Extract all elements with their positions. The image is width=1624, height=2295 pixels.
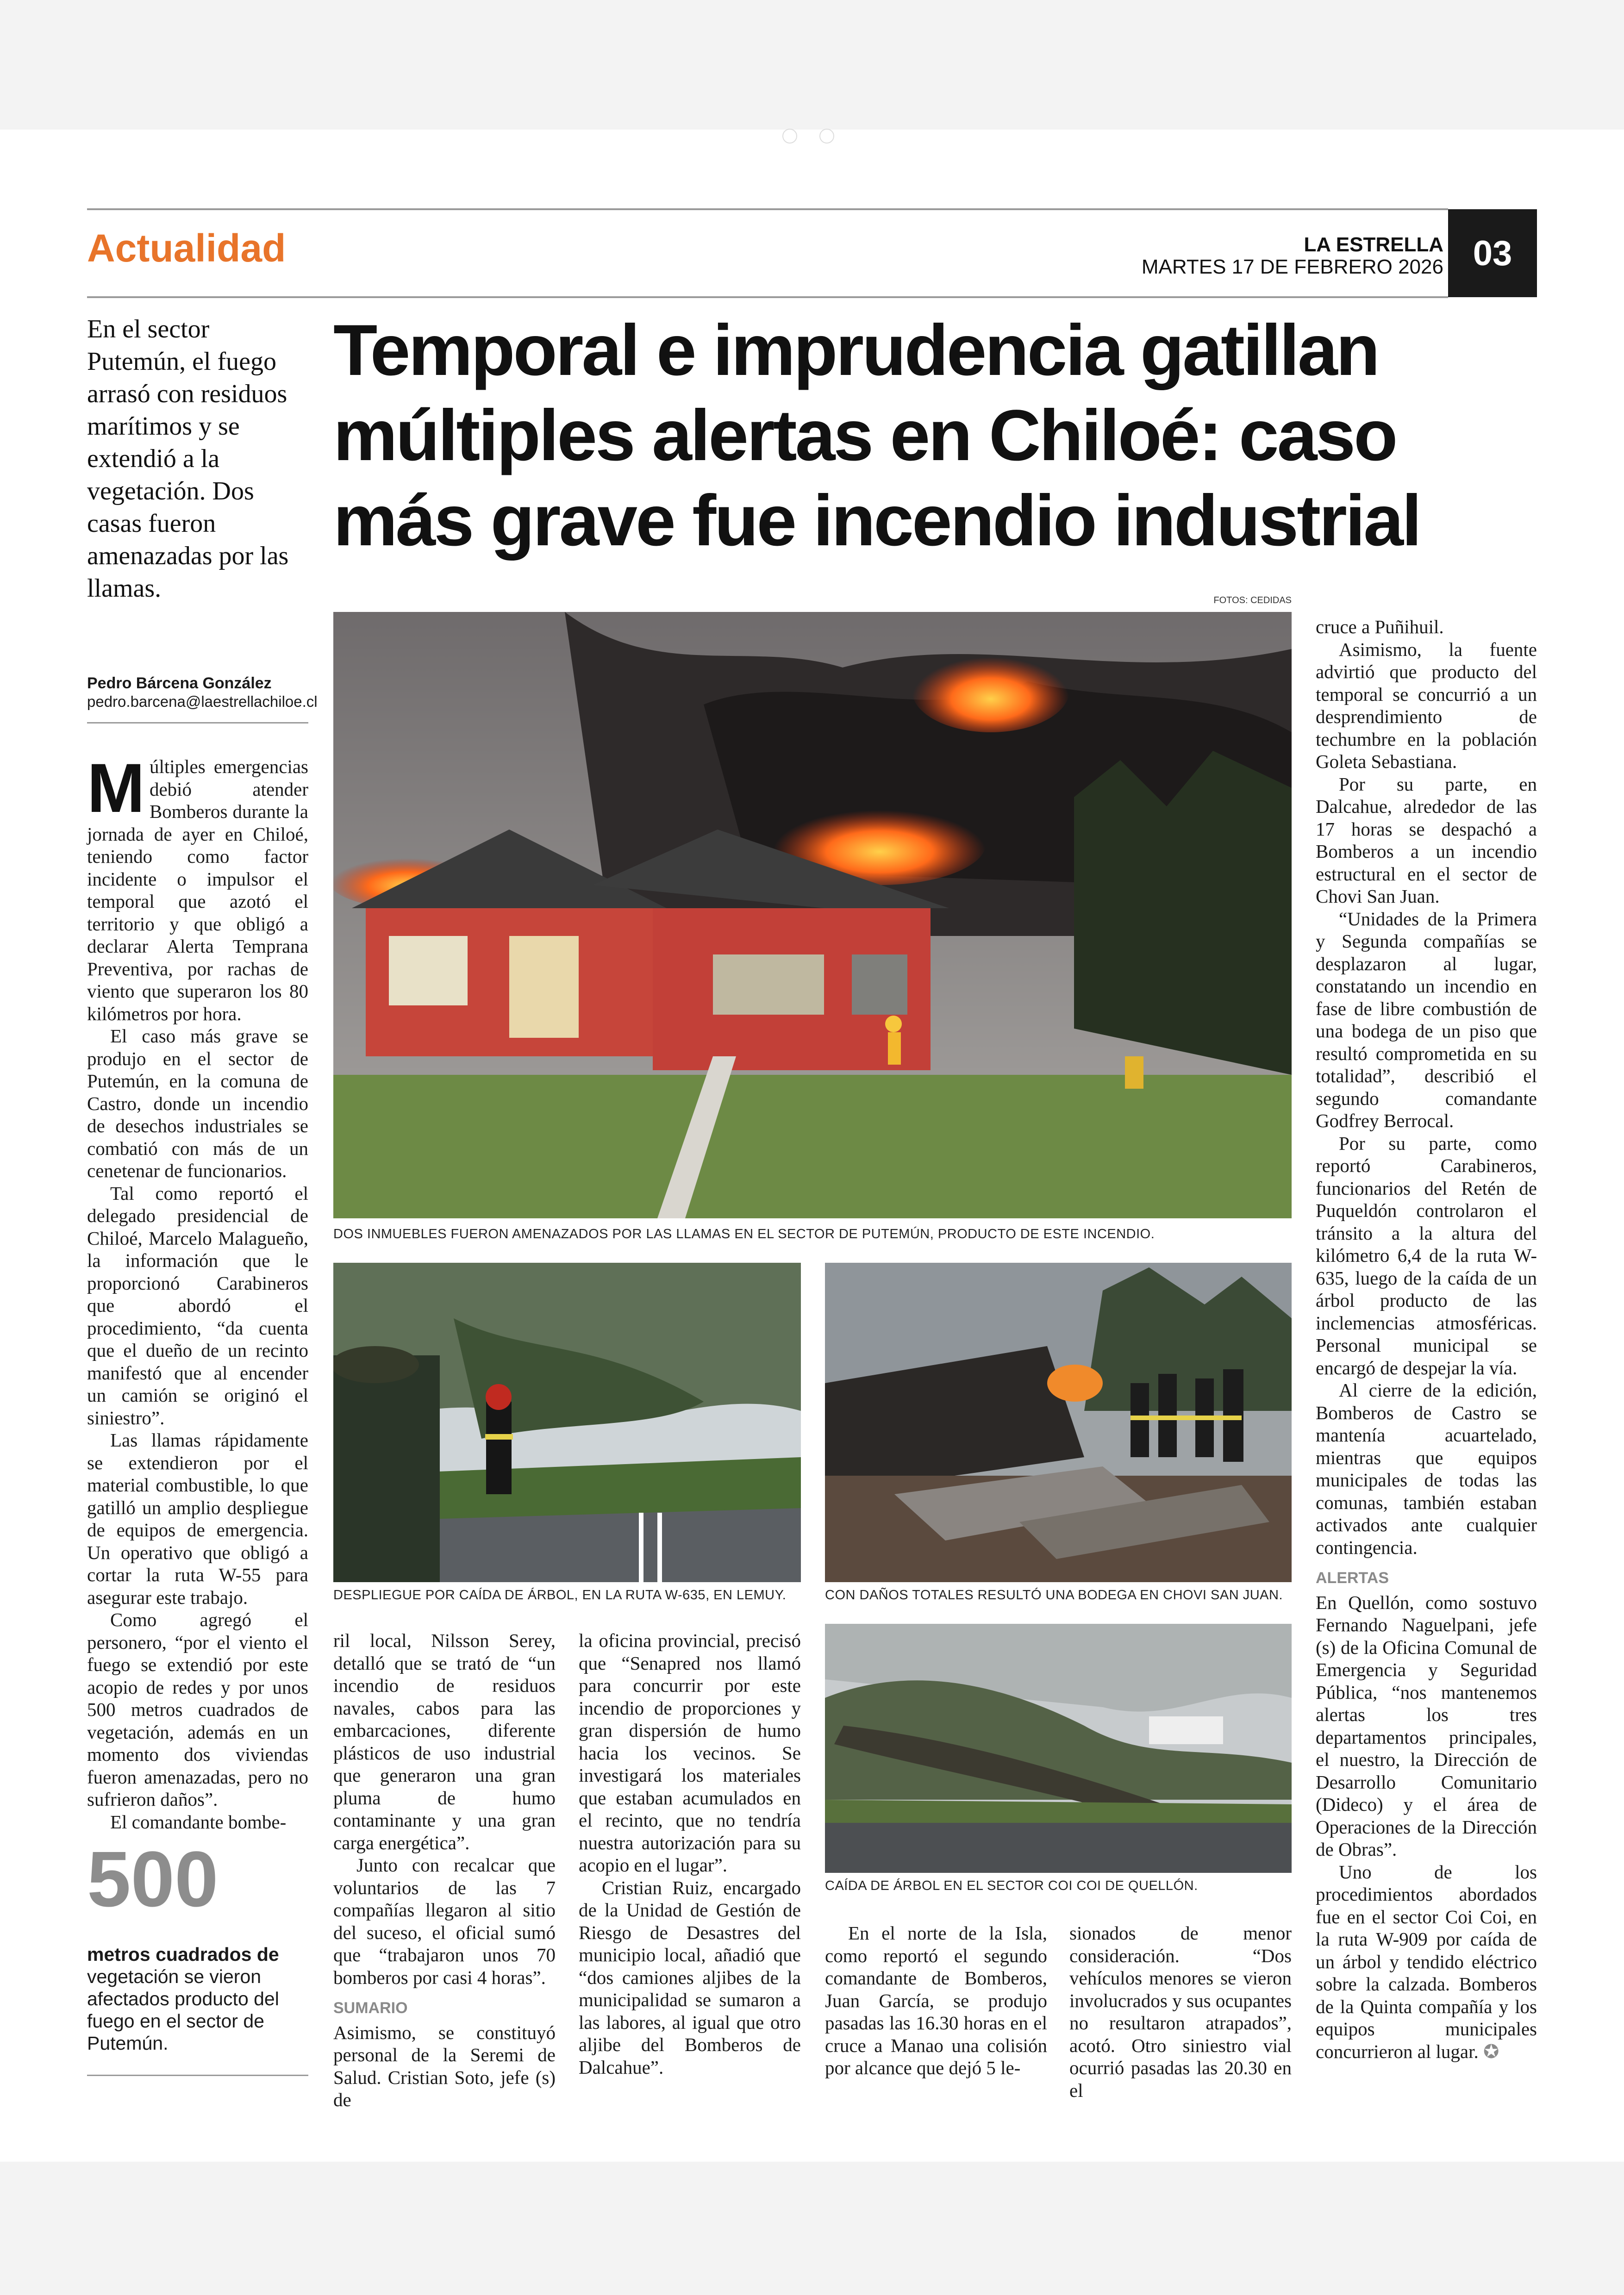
stat-rule: [87, 2075, 308, 2076]
page-number: 03: [1448, 209, 1537, 297]
header-rule-bottom: [87, 296, 1448, 298]
author-email: pedro.barcena@laestrellachiloe.cl: [87, 693, 318, 710]
caption-tree-quellon: CAÍDA DE ÁRBOL EN EL SECTOR COI COI DE QUELLÓN.: [825, 1878, 1198, 1893]
paragraph: cruce a Puñihuil.: [1316, 616, 1444, 637]
paragraph: Por su parte, como reportó Carabineros, funcionarios del Retén de Puqueldón controlaron el tránsito a la altura del kilómetro 6,4 de la ruta W-635, luego de la caída de un árbol producto de las inclemencias atmosféricas. Personal municipal se encargó de despejar la vía.: [1316, 1132, 1537, 1378]
paragraph: En Quellón, como sostuvo Fernando Naguelpani, jefe (s) de la Oficina Comunal de Emergencia y Seguridad Pública, “nos mantenemos alertas los tres departamentos principales, el nuestro, la Dirección de Desarrollo Comunitario (Dideco) y el área de Operaciones de la Dirección de Obras”.: [1316, 1591, 1537, 1860]
section-title: Actualidad: [87, 226, 286, 270]
header-rule-top: [87, 208, 1448, 210]
paragraph: ril local, Nilsson Serey, detalló que se trató de “un incendio de residuos navales, cabos para las embarcaciones, diferente plásticos de uso industrial que generaron una gran pluma de humo contaminante y una gran carga energética”.: [333, 1630, 556, 1853]
paragraph: Asimismo, se constituyó personal de la Seremi de Salud. Cristian Soto, jefe (s) de: [333, 2021, 556, 2110]
byline-rule: [87, 722, 308, 723]
paragraph: Por su parte, en Dalcahue, alrededor de las 17 horas se despachó a Bomberos a un incendio estructural en el sector de Chovi San Juan.: [1316, 773, 1537, 907]
caption-main-photo: DOS INMUEBLES FUERON AMENAZADOS POR LAS LLAMAS EN EL SECTOR DE PUTEMÚN, PRODUCTO DE ESTE INCENDIO.: [333, 1227, 1155, 1241]
author-name: Pedro Bárcena González: [87, 674, 272, 692]
paper-info: [1142, 234, 1443, 278]
paragraph: la oficina provincial, precisó que “Senapred nos llamó para concurrir por este incendio de proporciones y gran dispersión de humo hacia los vecinos. Se investigará los materiales que estaban acumulados en el recinto, que no tendría nuestra autorización para su acopio en el lugar”.: [579, 1630, 801, 1876]
article-deck: En el sector Putemún, el fuego arrasó con residuos marítimos y se extendió a la vegetación. Dos casas fueron amenazadas por las llamas.: [87, 315, 289, 603]
subhead-sumario: SUMARIO: [333, 1999, 408, 2017]
column-6: [1316, 616, 1537, 2063]
stat-label-bold: metros cuadrados de: [87, 1944, 279, 1965]
paragraph: Las llamas rápidamente se extendieron por el material combustible, lo que gatilló un amplio despliegue de equipos de emergencia. Un operativo que obligó a cortar la ruta W-55 para asegurar este trabajo.: [87, 1429, 308, 1608]
column-2: [333, 1629, 556, 2111]
paragraph: Como agregó el personero, “por el viento el fuego se extendió por este acopio de redes y por unos 500 metros cuadrados de vegetación, además en un momento dos viviendas fueron amenazadas, pero no sufrieron daños”.: [87, 1609, 308, 1810]
paragraph: Múltiples emergencias debió atender Bomberos durante la jornada de ayer en Chiloé, teniendo como factor incidente o impulsor el temporal que azotó el territorio y que obligó a declarar Alerta Temprana Preventiva, por rachas de viento que superaron los 80 kilómetros por hora.: [87, 749, 308, 1024]
column-1: [87, 749, 308, 1833]
end-mark-icon: ✪: [1483, 2040, 1499, 2062]
photo-fallen-tree-quellon: [825, 1624, 1292, 1873]
stat-label: [87, 1943, 309, 2054]
stat-number: 500: [87, 1835, 219, 1923]
stat-label-text: vegetación se vieron afectados producto del fuego en el sector de Putemún.: [87, 1966, 279, 2054]
column-5: [1069, 1922, 1292, 2102]
photo-fallen-tree-lemuy: [333, 1263, 801, 1582]
caption-bodega: CON DAÑOS TOTALES RESULTÓ UNA BODEGA EN CHOVI SAN JUAN.: [825, 1588, 1283, 1603]
paragraph: Tal como reportó el delegado presidencial de Chiloé, Marcelo Malagueño, la información que le proporcionó Carabineros que abordó el procedimiento, “da cuenta que el dueño de un recinto manifestó que al encender un camión se originó el siniestro”.: [87, 1182, 308, 1428]
paragraph: “Unidades de la Primera y Segunda compañías se desplazaron al lugar, constatando un incendio en fase de libre combustión de una bodega de un piso que resultó comprometida en su totalidad”, describió el segundo comandante Godfrey Berrocal.: [1316, 908, 1537, 1131]
paragraph: El caso más grave se produjo en el sector de Putemún, en la comuna de Castro, donde un incendio de desechos industriales se combatió con más de un cenetenar de funcionarios.: [87, 1025, 308, 1181]
column-4: [825, 1922, 1047, 2079]
paragraph: Cristian Ruiz, encargado de la Unidad de Gestión de Riesgo de Desastres del municipio local, añadió que “dos camiones aljibes de la municipalidad se sumaron a las labores, al igual que otro aljibe del Bomberos de Dalcahue”.: [579, 1877, 801, 2078]
paper-name: LA ESTRELLA: [1304, 233, 1443, 256]
photo-burned-bodega: [825, 1263, 1292, 1582]
byline: [87, 674, 318, 711]
drop-cap: M: [87, 749, 145, 827]
paragraph: Al cierre de la edición, Bomberos de Castro se mantenía acuartelado, mientras que equipos municipales de todas las comunas, también estaban activados ante cualquier contingencia.: [1316, 1379, 1537, 1558]
subhead-alertas: ALERTAS: [1316, 1569, 1389, 1587]
issue-date: MARTES 17 DE FEBRERO 2026: [1141, 256, 1443, 278]
column-3: [579, 1629, 801, 2078]
paragraph: El comandante bombe-: [110, 1811, 287, 1833]
paragraph: sionados de menor consideración. “Dos vehículos menores se vieron involucrados y sus ocupantes no resultaron atrapados”, acotó. Otro siniestro vial ocurrió pasadas las 20.30 en el: [1069, 1922, 1292, 2101]
photo-credit: FOTOS: CEDIDAS: [1213, 595, 1292, 605]
paragraph: Junto con recalcar que voluntarios de las 7 compañías llegaron al sitio del suceso, el oficial sumó que “trabajaron unos 70 bomberos por casi 4 horas”.: [333, 1854, 556, 1988]
page-marker: [782, 129, 797, 143]
paragraph: Asimismo, la fuente advirtió que producto del temporal se concurrió a un desprendimiento de techumbre en la población Goleta Sebastiana.: [1316, 638, 1537, 772]
caption-tree-lemuy: DESPLIEGUE POR CAÍDA DE ÁRBOL, EN LA RUTA W-635, EN LEMUY.: [333, 1588, 787, 1603]
main-photo-fire: [333, 612, 1292, 1218]
paragraph: Uno de los procedimientos abordados fue en el sector Coi Coi, en la ruta W-909 por caída de un árbol y tendido eléctrico sobre la calzada. Bomberos de la Quinta compañía y los equipos municipales concurrieron al lugar. ✪: [1316, 1861, 1537, 2062]
page-marker: [819, 129, 834, 143]
paragraph: En el norte de la Isla, como reportó el segundo comandante de Bomberos, Juan García, se produjo pasadas las 16.30 horas en el cruce a Manao una colisión por alcance que dejó 5 le-: [825, 1922, 1047, 2078]
headline: Temporal e imprudencia gatillan múltiples alertas en Chiloé: caso más grave fue incendio industrial: [333, 310, 1420, 561]
